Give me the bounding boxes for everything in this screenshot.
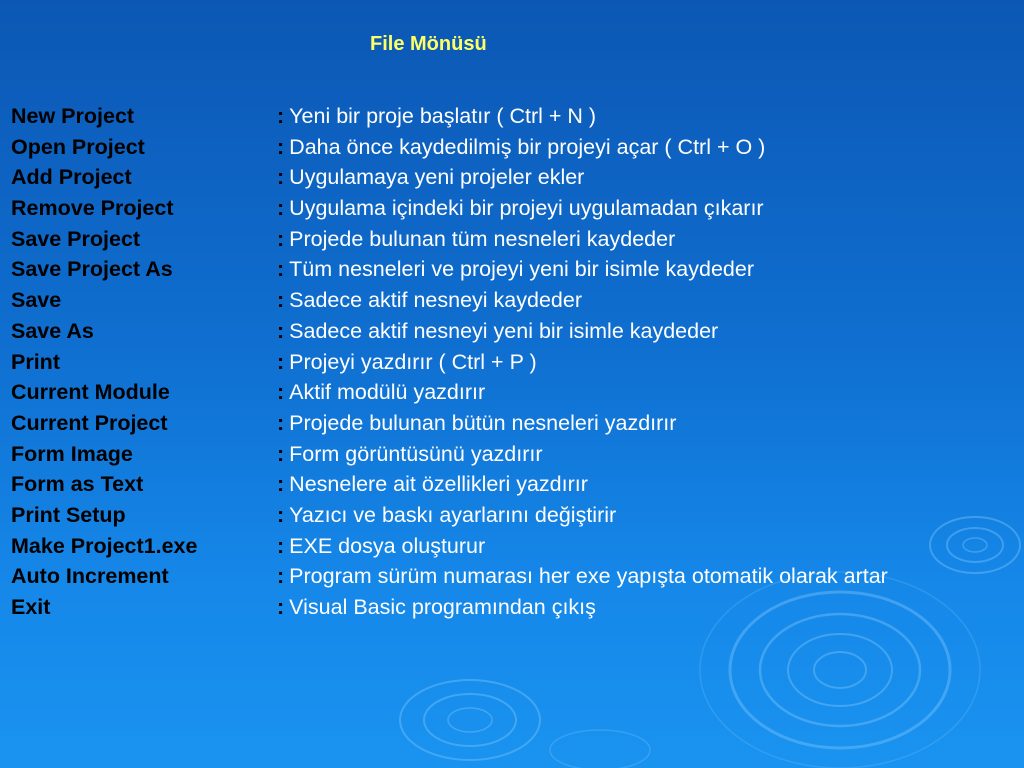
menu-item-name: Add Project — [11, 165, 132, 190]
menu-item-description-line — [277, 408, 676, 438]
colon-separator: : — [277, 257, 285, 282]
menu-item-row — [11, 162, 1016, 193]
menu-item-description: Daha önce kaydedilmiş bir projeyi açar ( Ctrl + O ) — [289, 134, 766, 159]
colon-separator: : — [277, 196, 285, 221]
colon-separator: : — [277, 165, 285, 190]
menu-item-row — [11, 377, 1016, 408]
menu-item-row — [11, 408, 1016, 439]
menu-item-row — [11, 316, 1016, 347]
colon-separator: : — [277, 441, 285, 466]
menu-item-name: Open Project — [11, 134, 145, 159]
menu-item-description-line — [277, 592, 596, 622]
menu-item-description-line — [277, 101, 596, 131]
menu-item-name: Save — [11, 288, 62, 313]
menu-item-description-line — [277, 193, 764, 223]
menu-item-name: New Project — [11, 104, 135, 128]
slide-title: File Mönüsü — [370, 33, 487, 55]
menu-item-description: Aktif modülü yazdırır — [289, 380, 486, 405]
colon-separator: : — [277, 318, 285, 343]
menu-item-name: Remove Project — [11, 196, 174, 221]
colon-separator: : — [277, 502, 285, 527]
menu-item-description-line — [277, 531, 485, 561]
colon-separator: : — [277, 134, 285, 159]
menu-item-name: Form as Text — [11, 472, 144, 497]
colon-separator: : — [277, 472, 285, 497]
menu-item-row — [11, 469, 1016, 500]
menu-item-name: Auto Increment — [11, 564, 169, 589]
menu-item-description: EXE dosya oluşturur — [289, 533, 486, 558]
menu-item-name: Save Project As — [11, 257, 173, 282]
menu-item-row — [11, 500, 1016, 531]
colon-separator: : — [277, 104, 285, 128]
menu-item-description: Projede bulunan bütün nesneleri yazdırır — [289, 410, 677, 435]
menu-item-description-line — [277, 254, 754, 284]
menu-item-description: Uygulamaya yeni projeler ekler — [289, 165, 585, 190]
menu-item-row — [11, 193, 1016, 224]
colon-separator: : — [277, 349, 285, 374]
menu-item-description-line — [277, 469, 588, 499]
colon-separator: : — [277, 595, 285, 619]
menu-item-description: Sadece aktif nesneyi kaydeder — [289, 288, 582, 313]
menu-item-description: Tüm nesneleri ve projeyi yeni bir isimle kaydeder — [289, 257, 755, 282]
menu-item-row — [11, 531, 1016, 562]
menu-item-description: Program sürüm numarası her exe yapışta otomatik olarak artar — [289, 564, 888, 589]
menu-item-row — [11, 439, 1016, 470]
menu-item-description: Form görüntüsünü yazdırır — [289, 441, 543, 466]
colon-separator: : — [277, 380, 285, 405]
menu-item-name: Current Module — [11, 380, 170, 405]
menu-item-description: Visual Basic programından çıkış — [289, 595, 596, 619]
file-menu-list — [11, 101, 1016, 623]
menu-item-description: Yazıcı ve baskı ayarlarını değiştirir — [289, 502, 617, 527]
menu-item-row — [11, 347, 1016, 378]
menu-item-name: Save Project — [11, 226, 141, 251]
menu-item-row — [11, 101, 1016, 132]
menu-item-row — [11, 254, 1016, 285]
colon-separator: : — [277, 564, 285, 589]
colon-separator: : — [277, 410, 285, 435]
menu-item-name: Form Image — [11, 441, 133, 466]
colon-separator: : — [277, 533, 285, 558]
menu-item-name: Current Project — [11, 410, 168, 435]
menu-item-row — [11, 224, 1016, 255]
menu-item-description-line — [277, 561, 888, 591]
colon-separator: : — [277, 288, 285, 313]
menu-item-description-line — [277, 347, 537, 377]
menu-item-name: Print Setup — [11, 502, 126, 527]
colon-separator: : — [277, 226, 285, 251]
menu-item-description-line — [277, 285, 582, 315]
menu-item-description: Uygulama içindeki bir projeyi uygulamadan çıkarır — [289, 196, 764, 221]
menu-item-description-line — [277, 224, 675, 254]
menu-item-description-line — [277, 316, 718, 346]
menu-item-row — [11, 561, 1016, 592]
menu-item-name: Print — [11, 349, 60, 374]
menu-item-row — [11, 132, 1016, 163]
menu-item-name: Exit — [11, 595, 51, 619]
menu-item-description-line — [277, 439, 543, 469]
menu-item-description: Projede bulunan tüm nesneleri kaydeder — [289, 226, 676, 251]
menu-item-description-line — [277, 500, 616, 530]
menu-item-description-line — [277, 132, 765, 162]
menu-item-description-line — [277, 377, 485, 407]
menu-item-description: Sadece aktif nesneyi yeni bir isimle kaydeder — [289, 318, 719, 343]
menu-item-row — [11, 592, 1016, 623]
menu-item-description: Nesnelere ait özellikleri yazdırır — [289, 472, 588, 497]
menu-item-description-line — [277, 162, 584, 192]
menu-item-description: Projeyi yazdırır ( Ctrl + P ) — [289, 349, 537, 374]
menu-item-row — [11, 285, 1016, 316]
menu-item-description: Yeni bir proje başlatır ( Ctrl + N ) — [289, 104, 597, 128]
menu-item-name: Make Project1.exe — [11, 533, 198, 558]
menu-item-name: Save As — [11, 318, 94, 343]
